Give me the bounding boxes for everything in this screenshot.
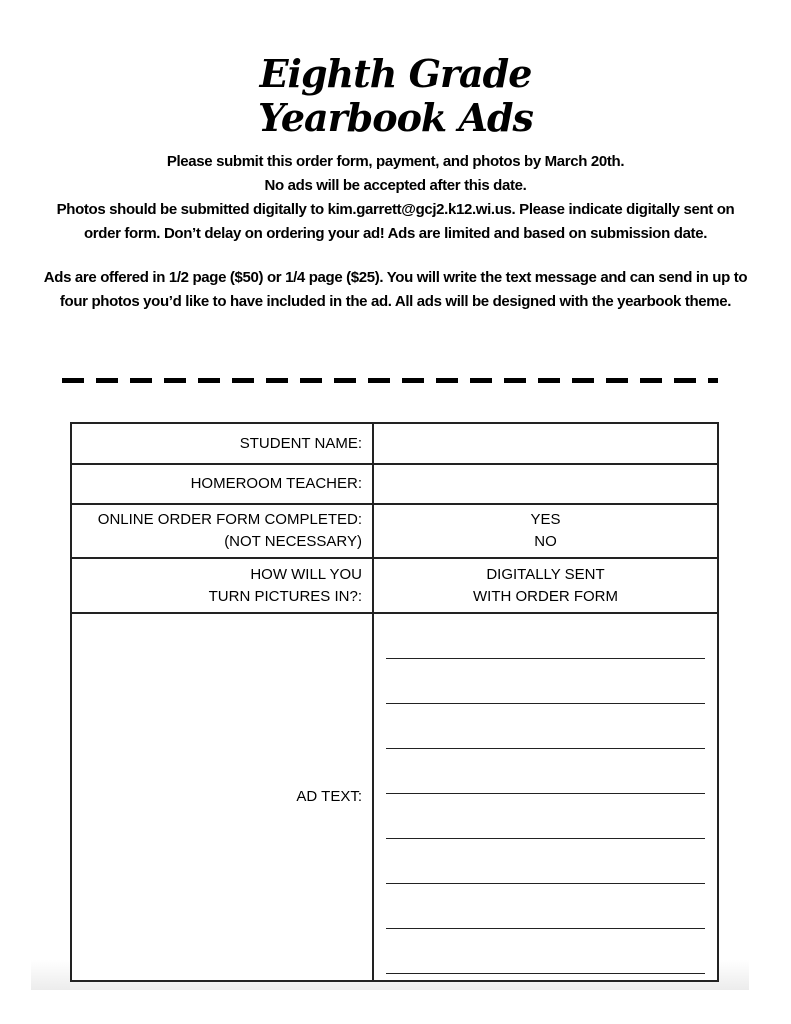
student-name-label: STUDENT NAME: (71, 423, 373, 464)
homeroom-field[interactable] (373, 464, 718, 504)
ad-text-field[interactable] (373, 613, 718, 981)
writing-line[interactable] (386, 794, 705, 839)
writing-line[interactable] (386, 704, 705, 749)
no-late-text: No ads will be accepted after this date. (264, 177, 527, 194)
option-with-order-form[interactable]: WITH ORDER FORM (473, 587, 618, 605)
online-form-label: ONLINE ORDER FORM COMPLETED: (NOT NECESSARY) (71, 504, 373, 558)
pictures-label: HOW WILL YOU TURN PICTURES IN?: (71, 558, 373, 613)
row-ad-text (71, 613, 718, 981)
cut-line-divider (62, 378, 718, 383)
photo-instructions: Photos should be submitted digitally to kim.garrett@gcj2.k12.wi.us. Please indicate digitally sent on order form. Don’t delay on ordering your ad! Ads are limited and based on submission date. (56, 201, 735, 242)
pricing-text: Ads are offered in 1/2 page ($50) or 1/4 page ($25). You will write the text message and can send in up to four photos you’d like to have included in the ad. All ads will be designed with the yearbook theme. (43, 269, 748, 310)
writing-line[interactable] (386, 659, 705, 704)
row-student-name (71, 423, 718, 464)
deadline-text: Please submit this order form, payment, and photos by March 20th. (166, 153, 625, 170)
ad-text-label: AD TEXT: (71, 613, 373, 981)
online-form-options (373, 504, 718, 558)
homeroom-label: HOMEROOM TEACHER: (71, 464, 373, 504)
writing-line[interactable] (386, 929, 705, 974)
writing-line[interactable] (386, 614, 705, 659)
option-digitally-sent[interactable]: DIGITALLY SENT (486, 565, 605, 583)
pictures-options (373, 558, 718, 613)
order-form-table (70, 422, 719, 982)
row-online-form (71, 504, 718, 558)
writing-line[interactable] (386, 749, 705, 794)
instructions (40, 150, 751, 314)
page-title: Eighth Grade Yearbook Ads (258, 51, 533, 140)
row-homeroom (71, 464, 718, 504)
option-yes[interactable]: YES (530, 511, 561, 528)
row-pictures (71, 558, 718, 613)
option-no[interactable]: NO (534, 533, 557, 550)
writing-line[interactable] (386, 839, 705, 884)
student-name-field[interactable] (373, 423, 718, 464)
writing-line[interactable] (386, 884, 705, 929)
